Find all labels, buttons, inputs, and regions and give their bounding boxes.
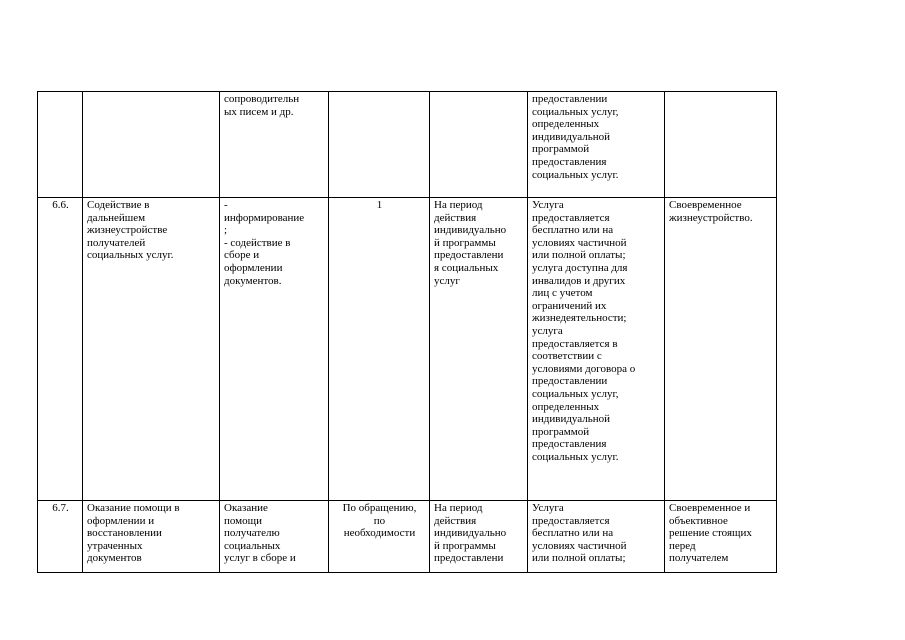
- table-row: [38, 198, 777, 501]
- conditions-cell: предоставлении социальных услуг, определенных индивидуальной программой предоставления социальных услуг.: [528, 92, 665, 198]
- result-cell: Своевременное и объективное решение стоящих перед получателем: [665, 501, 777, 573]
- table-row: [38, 501, 777, 573]
- services-table: [37, 91, 777, 573]
- service-name-cell: Содействие в дальнейшем жизнеустройстве получателей социальных услуг.: [83, 198, 220, 501]
- volume-cell: 1: [329, 198, 430, 501]
- volume-cell: [329, 92, 430, 198]
- conditions-cell: Услуга предоставляется бесплатно или на условиях частичной или полной оплаты;: [528, 501, 665, 573]
- conditions-cell: Услуга предоставляется бесплатно или на условиях частичной или полной оплаты; услуга доступна для инвалидов и других лиц с учетом ограничений их жизнедеятельности; услуга предоставляется в соответствии с условиями договора о предоставлении социальных услуг, определенных индивидуальной программой предоставления социальных услуг.: [528, 198, 665, 501]
- row-number-cell: [38, 92, 83, 198]
- volume-cell: По обращению, по необходимости: [329, 501, 430, 573]
- period-cell: На период действия индивидуально й программы предоставлени: [430, 501, 528, 573]
- service-name-cell: Оказание помощи в оформлении и восстановлении утраченных документов: [83, 501, 220, 573]
- service-content-cell: - информирование ; - содействие в сборе и оформлении документов.: [220, 198, 329, 501]
- service-content-cell: сопроводительн ых писем и др.: [220, 92, 329, 198]
- row-number-cell: 6.7.: [38, 501, 83, 573]
- result-cell: [665, 92, 777, 198]
- row-number-cell: 6.6.: [38, 198, 83, 501]
- period-cell: На период действия индивидуально й программы предоставлени я социальных услуг: [430, 198, 528, 501]
- service-name-cell: [83, 92, 220, 198]
- service-content-cell: Оказание помощи получателю социальных услуг в сборе и: [220, 501, 329, 573]
- period-cell: [430, 92, 528, 198]
- table-row: [38, 92, 777, 198]
- result-cell: Своевременное жизнеустройство.: [665, 198, 777, 501]
